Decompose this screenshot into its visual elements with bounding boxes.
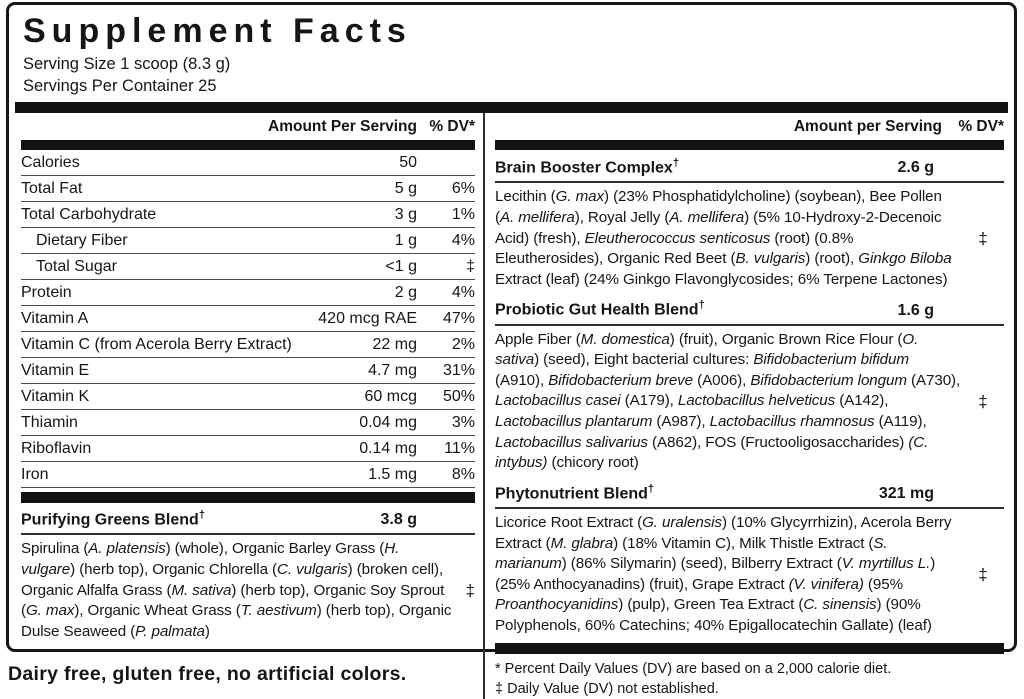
blend-name	[495, 483, 879, 503]
nutrient-dv: 2%	[451, 336, 475, 353]
nutrient-dv: 11%	[444, 440, 475, 457]
nutrient-dv: 4%	[451, 284, 475, 301]
nutrient-row	[21, 384, 475, 410]
nutrient-dv: 4%	[451, 232, 475, 249]
header-bar	[21, 140, 475, 150]
footnote-dv-not-established: ‡ Daily Value (DV) not established.	[495, 680, 719, 697]
nutrient-label: Total Sugar	[36, 258, 117, 275]
nutrient-label: Iron	[21, 466, 49, 483]
blend-dagger-marker: †	[672, 157, 679, 169]
nutrient-amount: 50	[399, 154, 417, 171]
nutrient-label: Vitamin K	[21, 388, 90, 405]
blend-dagger-marker: †	[647, 482, 655, 495]
nutrient-amount: 4.7 mg	[368, 362, 417, 379]
blend-amount: 321 mg	[878, 485, 934, 503]
ingredients-paragraph: Apple Fiber (M. domestica) (fruit), Organic Brown Rice Flour (O. sativa) (seed), Eight bacterial cultures: Bifidobacterium bifidum (A910), Bifidobacterium breve (A006), Bifidobacterium longum (A730), Lactobacillus casei (A179), Lactobacillus helveticus (A142), Lactobacillus plantarum (A987), Lactobacillus rhamnosus (A119), Lactobacillus salivarius (A862), FOS (Fructooligosaccharides) (C. intybus) (chicory root)	[495, 330, 961, 472]
blend-ingredients-row	[495, 326, 1004, 476]
blend-name-text: Brain Booster Complex	[495, 159, 673, 177]
percent-dv-header: % DV*	[429, 118, 475, 135]
serving-size: Serving Size 1 scoop (8.3 g)	[23, 55, 231, 73]
header-bar	[495, 140, 1004, 150]
nutrient-row	[21, 332, 475, 358]
nutrient-row	[21, 254, 475, 280]
ingredients-paragraph: Spirulina (A. platensis) (whole), Organic Barley Grass (H. vulgare) (herb top), Organic Chlorella (C. vulgaris) (broken cell), Organic Alfalfa Grass (M. sativa) (herb top), Organic Soy Sprout (G. max), Organic Wheat Grass (T. aestivum) (herb top), Organic Dulse Seaweed (P. palmata)	[21, 540, 452, 640]
nutrient-dv: 1%	[451, 206, 475, 223]
ingredients-paragraph: Licorice Root Extract (G. uralensis) (10% Glycyrrhizin), Acerola Berry Extract (M. glabra) (18% Vitamin C), Milk Thistle Extract (S. marianum) (86% Silymarin) (seed), Bilberry Extract (V. myrtillus L.) (25% Anthocyanadins) (fruit), Grape Extract (V. vinifera) (95% Proanthocyanidins) (pulp), Green Tea Extract (C. sinensis) (90% Polyphenols, 60% Catechins; 40% Epigallocatechin Gallate) (leaf)	[495, 514, 952, 635]
nutrient-amount: 0.14 mg	[359, 440, 417, 457]
nutrient-dv: 47%	[442, 310, 475, 327]
nutrient-amount: 1.5 mg	[368, 466, 417, 483]
nutrient-amount: 1 g	[394, 232, 417, 249]
nutrient-row	[21, 176, 475, 202]
nutrient-amount: 5 g	[394, 180, 417, 197]
nutrient-amount: 60 mcg	[364, 388, 417, 405]
blend-dagger-marker: †	[698, 299, 705, 312]
nutrient-label: Vitamin E	[21, 362, 90, 379]
daily-value-dagger: ‡	[978, 228, 988, 248]
blend-amount: 3.8 g	[380, 511, 417, 529]
blend-name-text: Phytonutrient Blend	[495, 485, 648, 503]
footnote-percent-dv: * Percent Daily Values (DV) are based on a 2,000 calorie diet.	[495, 660, 892, 677]
blend-amount: 2.6 g	[897, 159, 934, 177]
nutrient-row	[21, 228, 475, 254]
blend-ingredients-row	[495, 183, 1004, 292]
nutrient-dv: 50%	[442, 388, 475, 405]
blend-name-text: Probiotic Gut Health Blend	[495, 301, 699, 319]
percent-dv-header: % DV*	[958, 118, 1004, 135]
nutrient-label: Dietary Fiber	[36, 232, 128, 249]
daily-value-dagger: ‡	[978, 391, 988, 411]
blend-name-text: Purifying Greens Blend	[21, 511, 199, 529]
nutrient-label: Riboflavin	[21, 440, 92, 457]
allergen-tagline: Dairy free, gluten free, no artificial colors.	[8, 663, 407, 685]
nutrient-row	[21, 202, 475, 228]
blend-name	[21, 509, 381, 529]
nutrient-row	[21, 462, 475, 488]
blend-ingredients-row	[21, 535, 475, 644]
blend-header	[495, 476, 1004, 509]
nutrient-dv: 3%	[451, 414, 475, 431]
nutrient-amount: 22 mg	[372, 336, 417, 353]
nutrient-amount: 0.04 mg	[359, 414, 417, 431]
thick-divider-bar	[15, 102, 1008, 113]
amount-per-serving-header: Amount Per Serving	[268, 118, 417, 135]
blend-name	[495, 299, 898, 319]
daily-value-dagger: ‡	[978, 564, 988, 584]
blend-dagger-marker: †	[198, 509, 205, 521]
blend-header	[495, 292, 1004, 325]
nutrient-row	[21, 150, 475, 176]
nutrient-label: Calories	[21, 154, 80, 171]
nutrient-amount: 2 g	[394, 284, 417, 301]
nutrient-amount: 3 g	[394, 206, 417, 223]
section-bar	[21, 492, 475, 503]
nutrient-amount: 420 mcg RAE	[318, 310, 417, 327]
left-column-header	[21, 113, 475, 140]
nutrient-dv: 8%	[451, 466, 475, 483]
right-column	[485, 113, 1008, 699]
servings-per-container: Servings Per Container 25	[23, 77, 217, 95]
nutrient-dv: 6%	[451, 180, 475, 197]
nutrient-dv: ‡	[466, 258, 475, 275]
nutrient-row	[21, 280, 475, 306]
footnotes	[495, 654, 1004, 699]
footnote-bar	[495, 643, 1004, 654]
right-column-header	[495, 113, 1004, 140]
blend-header	[495, 150, 1004, 183]
left-column	[15, 113, 485, 699]
nutrient-row	[21, 436, 475, 462]
nutrient-row	[21, 306, 475, 332]
ingredients-paragraph: Lecithin (G. max) (23% Phosphatidylcholine) (soybean), Bee Pollen (A. mellifera), Royal Jelly (A. mellifera) (5% 10-Hydroxy-2-Decenoic Acid) (fresh), Eleutherococcus senticosus (root) (0.8% Eleutherosides), Organic Red Beet (B. vulgaris) (root), Ginkgo Biloba Extract (leaf) (24% Ginkgo Flavonglycosides; 6% Terpene Lactones)	[495, 188, 952, 288]
columns	[15, 113, 1008, 699]
nutrient-label: Total Fat	[21, 180, 83, 197]
nutrient-label: Vitamin A	[21, 310, 89, 327]
nutrient-row	[21, 358, 475, 384]
blend-header	[21, 503, 475, 535]
amount-per-serving-header: Amount per Serving	[793, 118, 942, 135]
blend-name	[495, 157, 898, 177]
nutrient-label: Protein	[21, 284, 72, 301]
nutrient-amount: <1 g	[385, 258, 417, 275]
nutrient-label: Total Carbohydrate	[21, 206, 157, 223]
nutrient-dv: 31%	[442, 362, 475, 379]
blend-amount: 1.6 g	[897, 301, 934, 319]
nutrient-row	[21, 410, 475, 436]
nutrient-label: Thiamin	[21, 414, 78, 431]
panel-title: Supplement Facts	[23, 12, 412, 50]
nutrient-label: Vitamin C (from Acerola Berry Extract)	[21, 336, 292, 353]
daily-value-dagger: ‡	[465, 580, 475, 600]
blend-ingredients-row	[495, 509, 1004, 639]
